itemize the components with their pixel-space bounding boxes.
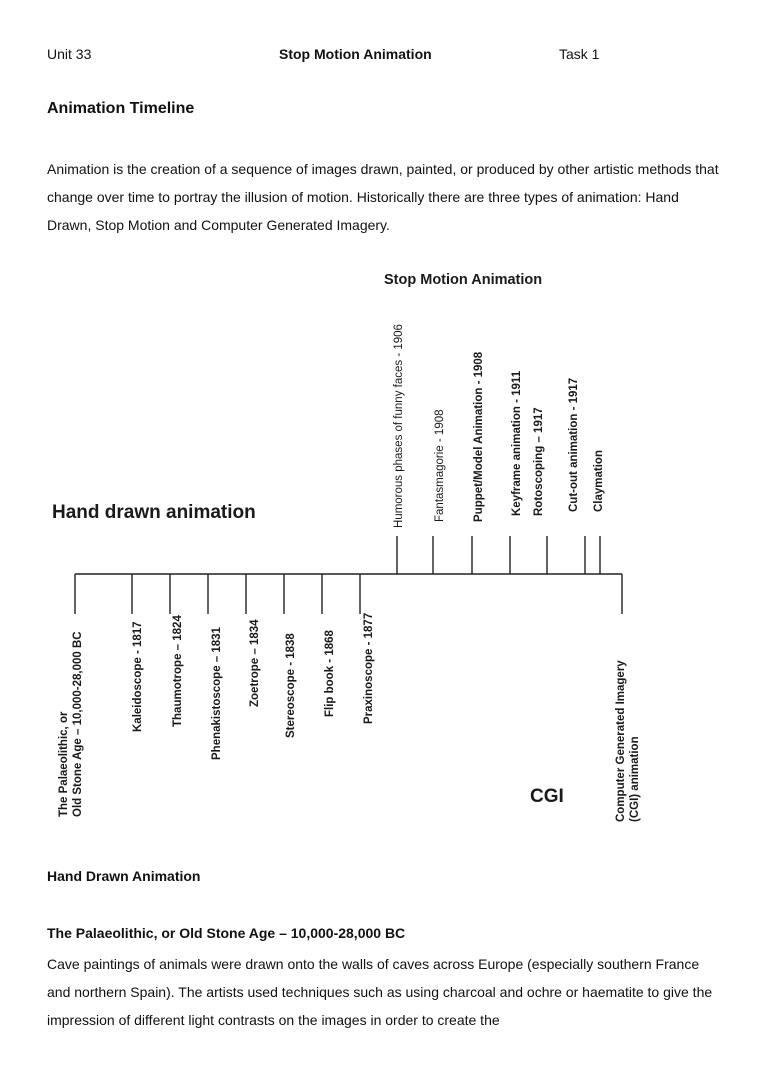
- page-header: [47, 46, 727, 66]
- section-heading: Hand Drawn Animation: [47, 868, 201, 884]
- header-title: Stop Motion Animation: [279, 46, 432, 62]
- event-fantasmagorie: Fantasmagorie - 1908: [434, 409, 446, 522]
- event-zoetrope: Zoetrope – 1834: [249, 619, 261, 707]
- event-kaleidoscope: Kaleidoscope - 1817: [132, 621, 144, 732]
- event-palaeolithic-line2: Old Stone Age – 10,000-28,000 BC: [72, 631, 84, 817]
- ticks-below: [75, 574, 622, 614]
- header-unit: Unit 33: [47, 46, 92, 62]
- body-paragraph: Cave paintings of animals were drawn onto the walls of caves across Europe (especially southern France and northern Spain). The artists used techniques such as using charcoal and ochre or haematite to give the impression of different light contrasts on the images in order to create the: [47, 956, 713, 1028]
- event-cgi-line2: (CGI) animation: [629, 736, 641, 822]
- event-keyframe-animation: Keyframe animation - 1911: [511, 370, 523, 516]
- timeline-diagram: [40, 262, 730, 832]
- event-flip-book: Flip book - 1868: [324, 630, 336, 717]
- event-stereoscope: Stereoscope - 1838: [285, 633, 297, 738]
- header-task: Task 1: [559, 46, 600, 62]
- event-cgi-line1: Computer Generated Imagery: [615, 660, 627, 822]
- event-phenakistoscope: Phenakistoscope – 1831: [211, 627, 223, 760]
- event-thaumotrope: Thaumotrope – 1824: [172, 615, 184, 727]
- subsection-heading: The Palaeolithic, or Old Stone Age – 10,000-28,000 BC: [47, 925, 406, 941]
- page-title: Animation Timeline: [47, 100, 195, 117]
- event-cut-out-animation: Cut-out animation - 1917: [568, 377, 580, 512]
- event-claymation: Claymation: [593, 450, 605, 512]
- animation-timeline: [40, 262, 730, 832]
- event-palaeolithic-line1: The Palaeolithic, or: [58, 711, 70, 817]
- event-humorous-phases: Humorous phases of funny faces - 1906: [393, 324, 405, 528]
- cgi-heading: CGI: [530, 786, 564, 807]
- ticks-above: [397, 536, 600, 574]
- event-rotoscoping: Rotoscoping – 1917: [533, 407, 545, 516]
- intro-paragraph: Animation is the creation of a sequence of images drawn, painted, or produced by other artistic methods that change over time to portray the illusion of motion. Historically there are three types of animation: Hand Drawn, Stop Motion and Computer Generated Imagery.: [47, 161, 719, 233]
- event-puppet-model-animation: Puppet/Model Animation - 1908: [473, 351, 485, 522]
- event-praxinoscope: Praxinoscope - 1877: [363, 612, 375, 724]
- stop-motion-heading: Stop Motion Animation: [384, 272, 543, 288]
- hand-drawn-heading: Hand drawn animation: [52, 502, 256, 523]
